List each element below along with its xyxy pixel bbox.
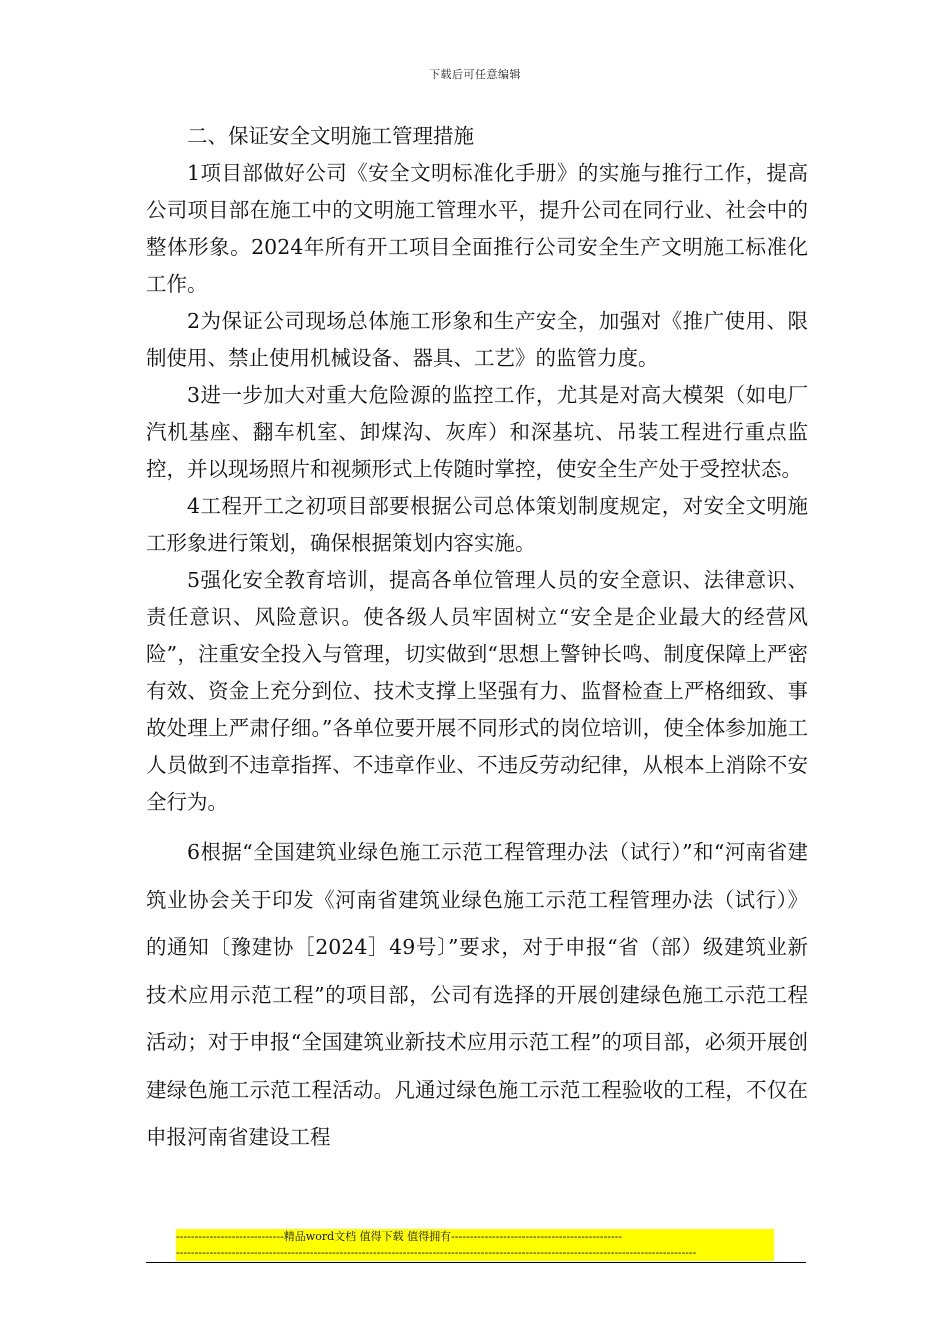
- footer-banner: [176, 1229, 774, 1261]
- paragraph-item-5: 5强化安全教育培训，提高各单位管理人员的安全意识、法律意识、责任意识、风险意识。使各级人员牢固树立“安全是企业最大的经营风险”，注重安全投入与管理，切实做到“思想上警钟长鸣、制度保障上严密有效、资金上充分到位、技术支撑上坚强有力、监督检查上严格细致、事故处理上严肃仔细。”各单位要开展不同形式的岗位培训，使全体参加施工人员做到不违章指挥、不违章作业、不违反劳动纪律，从根本上消除不安全行为。: [146, 568, 808, 814]
- section-heading: 二、保证安全文明施工管理措施: [187, 124, 474, 148]
- paragraph-group-b: [146, 829, 808, 1162]
- paragraph-item-2: 2为保证公司现场总体施工形象和生产安全，加强对《推广使用、限制使用、禁止使用机械设备、器具、工艺》的监管力度。: [146, 309, 808, 370]
- page-header-note: 下载后可任意编辑: [429, 68, 521, 81]
- paragraph-item-4: 4工程开工之初项目部要根据公司总体策划制度规定，对安全文明施工形象进行策划，确保根据策划内容实施。: [146, 494, 808, 555]
- paragraph-item-1: 1项目部做好公司《安全文明标准化手册》的实施与推行工作，提高公司项目部在施工中的文明施工管理水平，提升公司在同行业、社会中的整体形象。2024年所有开工项目全面推行公司安全生产文明施工标准化工作。: [146, 161, 808, 296]
- footer-divider: [146, 1262, 806, 1263]
- paragraph-item-6: 6根据“全国建筑业绿色施工示范工程管理办法（试行）”和“河南省建筑业协会关于印发《河南省建筑业绿色施工示范工程管理办法（试行）》的通知〔豫建协［2024］49号〕”要求，对于申报“省（部）级建筑业新技术应用示范工程”的项目部，公司有选择的开展创建绿色施工示范工程活动；对于申报“全国建筑业新技术应用示范工程”的项目部，必须开展创建绿色施工示范工程活动。凡通过绿色施工示范工程验收的工程，不仅在申报河南省建设工程: [146, 840, 808, 1149]
- footer-banner-line-2: --------------------------------------------------------------------------------------------------------------------------------------------: [176, 1246, 697, 1259]
- paragraph-group-a: [146, 118, 808, 821]
- paragraph-item-3: 3进一步加大对重大危险源的监控工作，尤其是对高大模架（如电厂汽机基座、翻车机室、卸煤沟、灰库）和深基坑、吊装工程进行重点监控，并以现场照片和视频形式上传随时掌控，使安全生产处于受控状态。: [146, 383, 808, 481]
- footer-banner-line-1: -----------------------------精品word文档 值得下载 值得拥有----------------------------------------------: [176, 1230, 623, 1243]
- document-body: [146, 118, 808, 1162]
